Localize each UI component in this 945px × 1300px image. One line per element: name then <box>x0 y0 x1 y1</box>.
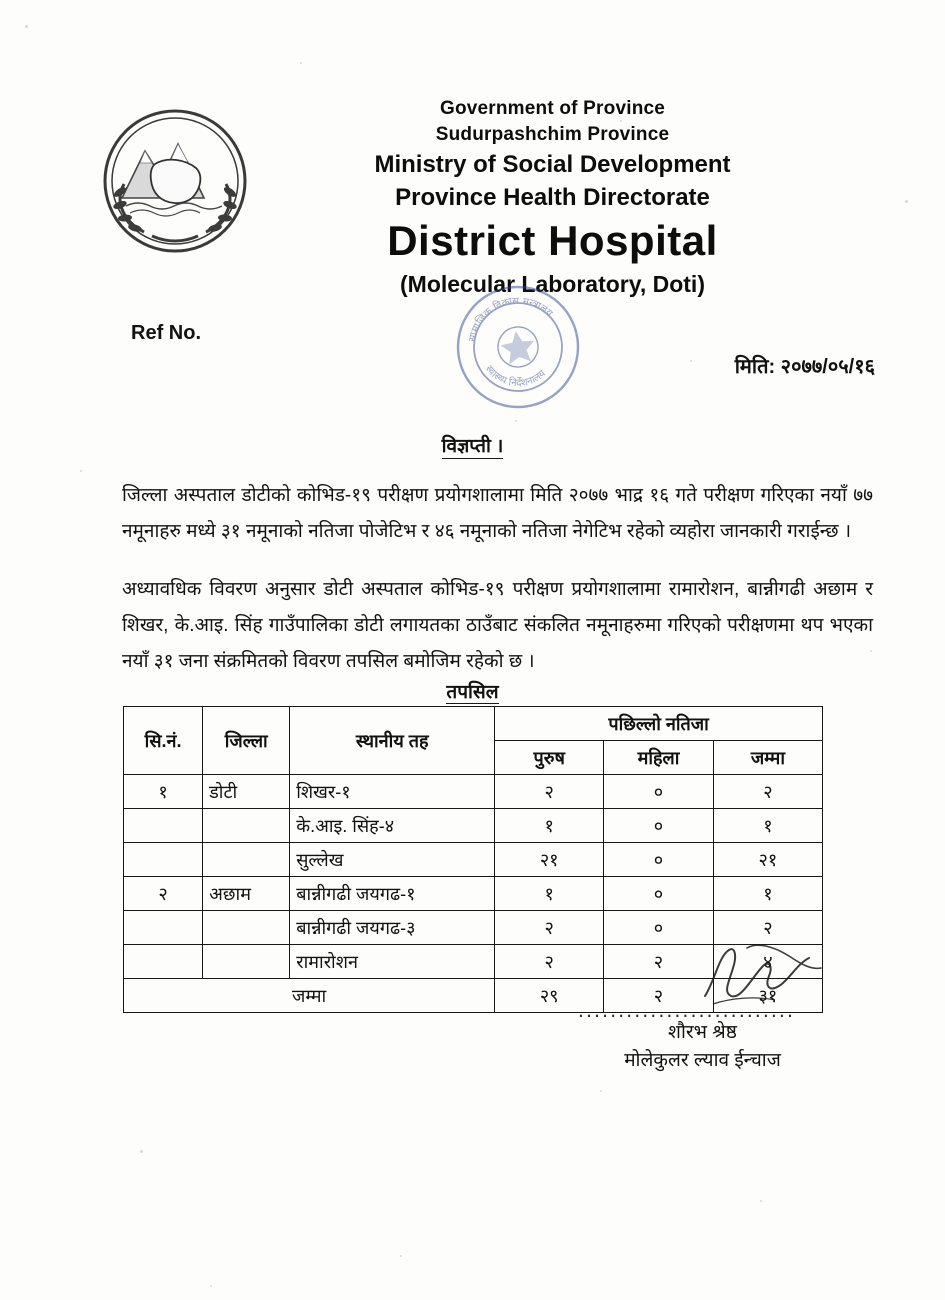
cell-local: सुल्लेख <box>290 843 495 877</box>
cell-total: २ <box>713 775 822 809</box>
nepal-province-emblem-icon <box>100 106 250 256</box>
cell-local: बान्नीगढी जयगढ-३ <box>290 911 495 945</box>
signatory-name: शौरभ श्रेष्ठ <box>668 1022 737 1043</box>
cell-total: १ <box>713 809 822 843</box>
header-line-lab: (Molecular Laboratory, Doti) <box>400 271 705 297</box>
header-line-ministry: Ministry of Social Development <box>374 151 731 178</box>
notice-title: विज्ञप्ती । <box>441 436 504 457</box>
cell-local: शिखर-१ <box>290 775 495 809</box>
svg-text:सामाजिक विकास मन्त्रालय: सामाजिक विकास मन्त्रालय <box>467 295 555 343</box>
cell-district <box>203 843 290 877</box>
cell-total: ४ <box>713 945 822 979</box>
th-male: पुरुष <box>495 741 604 775</box>
table-header-row <box>124 707 823 741</box>
scan-speck <box>515 420 517 422</box>
scan-speck <box>140 1150 143 1153</box>
th-latest-result: पछिल्लो नतिजा <box>495 707 823 741</box>
cell-district <box>203 809 290 843</box>
header-text-block <box>230 96 875 300</box>
signatory-role: मोलेकुलर ल्याव ईन्चाज <box>624 1050 781 1071</box>
cell-district <box>203 945 290 979</box>
cell-total: २१ <box>713 843 822 877</box>
scan-speck <box>25 25 28 28</box>
cell-total-total: ३१ <box>713 979 822 1013</box>
cell-female: ० <box>604 877 714 911</box>
official-round-stamp-icon <box>447 276 589 418</box>
cell-serial <box>124 843 203 877</box>
cell-serial <box>124 911 203 945</box>
scan-speck <box>760 1200 762 1202</box>
header-line-government: Government of Province <box>439 98 666 119</box>
cell-male: २ <box>495 775 604 809</box>
th-district: जिल्ला <box>203 707 290 775</box>
cell-serial: १ <box>124 775 203 809</box>
cell-female: ० <box>604 911 714 945</box>
header-line-directorate: Province Health Directorate <box>395 184 710 211</box>
scan-speck <box>690 360 692 362</box>
table-row <box>124 843 823 877</box>
document-date: मिति: २०७७/०५/१६ <box>734 356 875 378</box>
cell-district: अछाम <box>203 877 290 911</box>
cell-total: १ <box>713 877 822 911</box>
cell-serial: २ <box>124 877 203 911</box>
table-row <box>124 877 823 911</box>
body-text <box>122 478 873 680</box>
th-local-level: स्थानीय तह <box>290 707 495 775</box>
cell-male: २१ <box>495 843 604 877</box>
scan-speck <box>600 1090 602 1092</box>
cell-female: ० <box>604 775 714 809</box>
cell-total-label: जम्मा <box>124 979 495 1013</box>
cell-total-male: २९ <box>495 979 604 1013</box>
page-title: District Hospital <box>387 217 718 264</box>
paragraph-2: अध्यावधिक विवरण अनुसार डोटी अस्पताल कोभिड-१९ परीक्षण प्रयोगशालामा रामारोशन, बान्नीगढी अछाम र शिखर, के.आइ. सिंह गाउँपालिका डोटी लगायतका ठाउँबाट संकलित नमूनाहरुमा गरिएको परीक्षणमा थप भएका नयाँ ३१ जना संक्रमितको विवरण तपसिल बमोजिम रहेको छ । <box>122 579 873 672</box>
cell-female: ० <box>604 809 714 843</box>
scan-speck <box>210 1285 212 1287</box>
paragraph-1: जिल्ला अस्पताल डोटीको कोभिड-१९ परीक्षण प्रयोगशालामा मिति २०७७ भाद्र १६ गते परीक्षण गरिएका नयाँ ७७ नमूनाहरु मध्ये ३१ नमूनाको नतिजा पोजेटिभ र ४६ नमूनाको नतिजा नेगेटिभ रहेको व्यहोरा जानकारी गराईन्छ । <box>122 485 873 542</box>
cell-local: बान्नीगढी जयगढ-१ <box>290 877 495 911</box>
signature-line: ........................... <box>577 1000 795 1022</box>
cell-female: २ <box>604 945 714 979</box>
cell-male: १ <box>495 877 604 911</box>
th-female: महिला <box>604 741 714 775</box>
cell-male: २ <box>495 945 604 979</box>
table-row <box>124 775 823 809</box>
cell-district: डोटी <box>203 775 290 809</box>
scan-speck <box>300 62 302 64</box>
cell-male: १ <box>495 809 604 843</box>
cell-total: २ <box>713 911 822 945</box>
cell-local: के.आइ. सिंह-४ <box>290 809 495 843</box>
cell-district <box>203 911 290 945</box>
cell-serial <box>124 809 203 843</box>
cell-male: २ <box>495 911 604 945</box>
scan-speck <box>400 1255 402 1257</box>
svg-text:स्वास्थ्य निर्देशनालय: स्वास्थ्य निर्देशनालय <box>482 363 548 390</box>
th-total: जम्मा <box>713 741 822 775</box>
th-serial: सि.नं. <box>124 707 203 775</box>
header-line-province: Sudurpashchim Province <box>435 124 670 145</box>
cell-total-female: २ <box>604 979 714 1013</box>
ref-no-label: Ref No. <box>131 322 201 344</box>
cell-serial <box>124 945 203 979</box>
table-caption: तपसिल <box>446 682 499 703</box>
scan-speck <box>80 470 82 472</box>
cell-female: ० <box>604 843 714 877</box>
cell-local: रामारोशन <box>290 945 495 979</box>
table-row <box>124 809 823 843</box>
